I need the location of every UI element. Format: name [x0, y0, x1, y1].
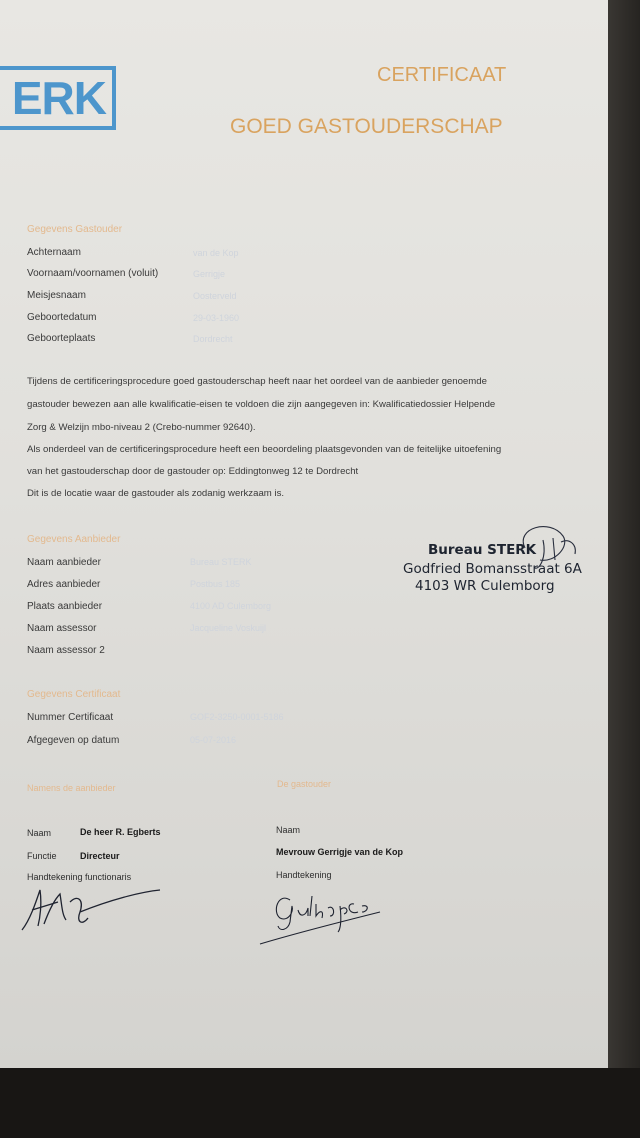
- label-naam-gastouder: Naam: [276, 825, 301, 835]
- label-afgegeven-op-datum: Afgegeven op datum: [27, 735, 120, 746]
- value-functie: Directeur: [80, 851, 120, 861]
- label-voornaam: Voornaam/voornamen (voluit): [27, 268, 159, 279]
- label-achternaam: Achternaam: [27, 247, 81, 258]
- body-line-2: gastouder bewezen aan alle kwalificatie-eisen te voldoen die zijn aangegeven in: Kwalificatiedossier Helpende: [27, 399, 496, 410]
- label-meisjesnaam: Meisjesnaam: [27, 290, 86, 301]
- section-title-aanbieder: Gegevens Aanbieder: [27, 534, 121, 545]
- section-title-gastouder: Gegevens Gastouder: [27, 224, 123, 235]
- value-geboortedatum: 29-03-1960: [193, 313, 240, 323]
- background-floor: [0, 1068, 640, 1138]
- stamp-company: Bureau STERK: [428, 542, 537, 558]
- label-naam-assessor-2: Naam assessor 2: [27, 645, 105, 656]
- stamp-city: 4103 WR Culemborg: [415, 578, 555, 594]
- value-geboorteplaats: Dordrecht: [193, 334, 233, 344]
- label-naam-aanbieder: Naam aanbieder: [27, 557, 101, 568]
- body-line-1: Tijdens de certificeringsprocedure goed gastouderschap heeft naar het oordeel van de aanbieder genoemde: [27, 376, 487, 387]
- certificate-subtitle: GOED GASTOUDERSCHAP: [230, 115, 503, 138]
- body-line-4: Als onderdeel van de certificeringsprocedure heeft een beoordeling plaatsgevonden van de feitelijke uitoefening: [27, 444, 502, 455]
- label-naam-assessor: Naam assessor: [27, 623, 97, 634]
- sterk-logo: [0, 66, 116, 130]
- value-meisjesnaam: Oosterveld: [193, 291, 237, 301]
- body-line-3: Zorg & Welzijn mbo-niveau 2 (Crebo-nummer 92640).: [27, 422, 256, 433]
- signature-functionaris: [10, 880, 170, 940]
- certificate-title: CERTIFICAAT: [377, 64, 507, 86]
- body-line-5: van het gastouderschap door de gastouder op: Eddingtonweg 12 te Dordrecht: [27, 466, 359, 477]
- value-naam-aanbieder: Bureau STERK: [190, 557, 252, 567]
- signature-gastouder: [250, 882, 400, 952]
- label-handtekening-gastouder: Handtekening: [276, 870, 332, 880]
- label-handtekening-functionaris: Handtekening functionaris: [27, 872, 132, 882]
- value-voornaam: Gerrigje: [193, 269, 226, 279]
- value-naam-assessor: Jacqueline Voskuijl: [190, 623, 267, 633]
- value-naam-functionaris: De heer R. Egberts: [80, 827, 161, 837]
- paper-edge-shadow: [608, 0, 640, 1068]
- body-line-6: Dit is de locatie waar de gastouder als zodanig werkzaam is.: [27, 488, 285, 499]
- section-title-certificaat: Gegevens Certificaat: [27, 689, 121, 700]
- signature-heading-aanbieder: Namens de aanbieder: [27, 783, 116, 793]
- label-nummer-certificaat: Nummer Certificaat: [27, 712, 114, 723]
- value-afgegeven-op-datum: 05-07-2016: [190, 735, 237, 745]
- value-achternaam: van de Kop: [193, 248, 239, 258]
- signature-heading-gastouder: De gastouder: [277, 779, 332, 789]
- label-adres-aanbieder: Adres aanbieder: [27, 579, 101, 590]
- stamp-street: Godfried Bomansstraat 6A: [403, 561, 582, 577]
- label-naam-functionaris: Naam: [27, 828, 52, 838]
- logo-text: ERK: [11, 72, 106, 124]
- stamp-initials-signature: [505, 518, 585, 578]
- label-geboorteplaats: Geboorteplaats: [27, 333, 96, 344]
- label-geboortedatum: Geboortedatum: [27, 312, 97, 323]
- value-naam-gastouder: Mevrouw Gerrigje van de Kop: [276, 847, 404, 857]
- label-functie: Functie: [27, 851, 57, 861]
- value-adres-aanbieder: Postbus 185: [190, 579, 241, 589]
- value-nummer-certificaat: GOF2-3250-0001-5186: [190, 712, 284, 722]
- label-plaats-aanbieder: Plaats aanbieder: [27, 601, 103, 612]
- value-plaats-aanbieder: 4100 AD Culemborg: [190, 601, 272, 611]
